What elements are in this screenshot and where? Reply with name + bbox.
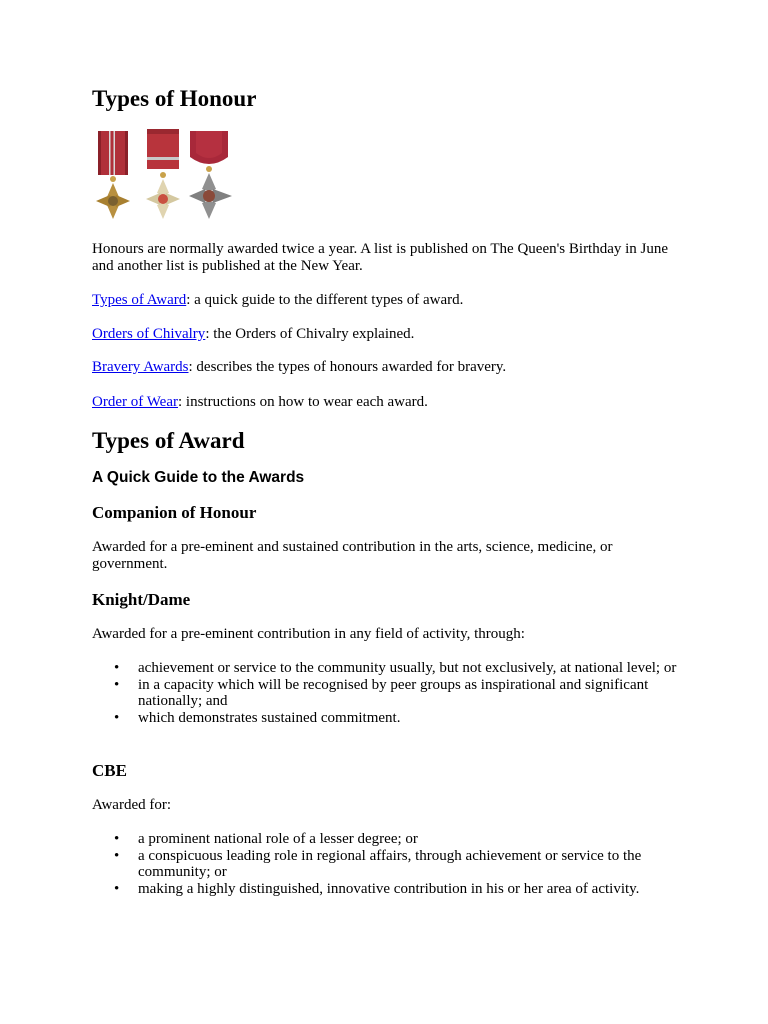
cbe-text: Awarded for: [92, 797, 172, 813]
bullet-icon: • [114, 709, 120, 726]
knight-heading: Knight/Dame [92, 590, 191, 609]
link-description: : describes the types of honours awarded for bravery. [188, 359, 507, 375]
link-order-of-wear[interactable]: Order of Wear [92, 394, 178, 410]
companion-text: Awarded for a pre-eminent and sustained contribution in the arts, science, medicine, or government. [92, 539, 613, 572]
bullet-icon: • [114, 660, 120, 676]
page-title: Types of Honour [92, 86, 257, 111]
companion-heading: Companion of Honour [92, 503, 257, 522]
cbe-heading: CBE [92, 761, 127, 780]
medals-image [92, 127, 237, 224]
cbe-list [92, 831, 682, 897]
bullet-icon: • [114, 831, 120, 847]
list-item: • a conspicuous leading role in regional affairs, through achievement or service to the community; or [114, 847, 642, 880]
medal-icon [96, 131, 130, 219]
link-orders-of-chivalry[interactable]: Orders of Chivalry [92, 326, 206, 342]
link-row [92, 326, 682, 343]
section-title: Types of Award [92, 428, 245, 453]
list-item: • making a highly distinguished, innovative contribution in his or her area of activity. [114, 880, 640, 897]
link-description: : the Orders of Chivalry explained. [205, 326, 415, 342]
list-item: • a prominent national role of a lesser degree; or [114, 831, 418, 847]
bullet-icon: • [114, 880, 120, 897]
list-item: • in a capacity which will be recognised by peer groups as inspirational and significant nationally; and [114, 676, 649, 709]
link-bravery-awards[interactable]: Bravery Awards [92, 359, 189, 375]
intro-paragraph: Honours are normally awarded twice a year. A list is published on The Queen's Birthday in June and another list is published at the New Year. [92, 241, 669, 274]
link-description: : instructions on how to wear each award. [177, 394, 428, 410]
link-row [92, 359, 682, 376]
list-item: • which demonstrates sustained commitment. [114, 709, 401, 726]
link-description: : a quick guide to the different types of award. [186, 292, 464, 308]
link-types-of-award[interactable]: Types of Award [92, 292, 187, 308]
link-row [92, 394, 682, 411]
list-item: • achievement or service to the community usually, but not exclusively, at national level; or [114, 660, 677, 676]
link-row [92, 292, 682, 309]
medal-icon [146, 129, 180, 219]
knight-list [92, 660, 682, 726]
bullet-icon: • [114, 847, 120, 864]
knight-text: Awarded for a pre-eminent contribution in any field of activity, through: [92, 626, 525, 642]
section-subtitle: A Quick Guide to the Awards [92, 469, 305, 486]
bullet-icon: • [114, 676, 120, 693]
medal-icon [189, 131, 232, 219]
